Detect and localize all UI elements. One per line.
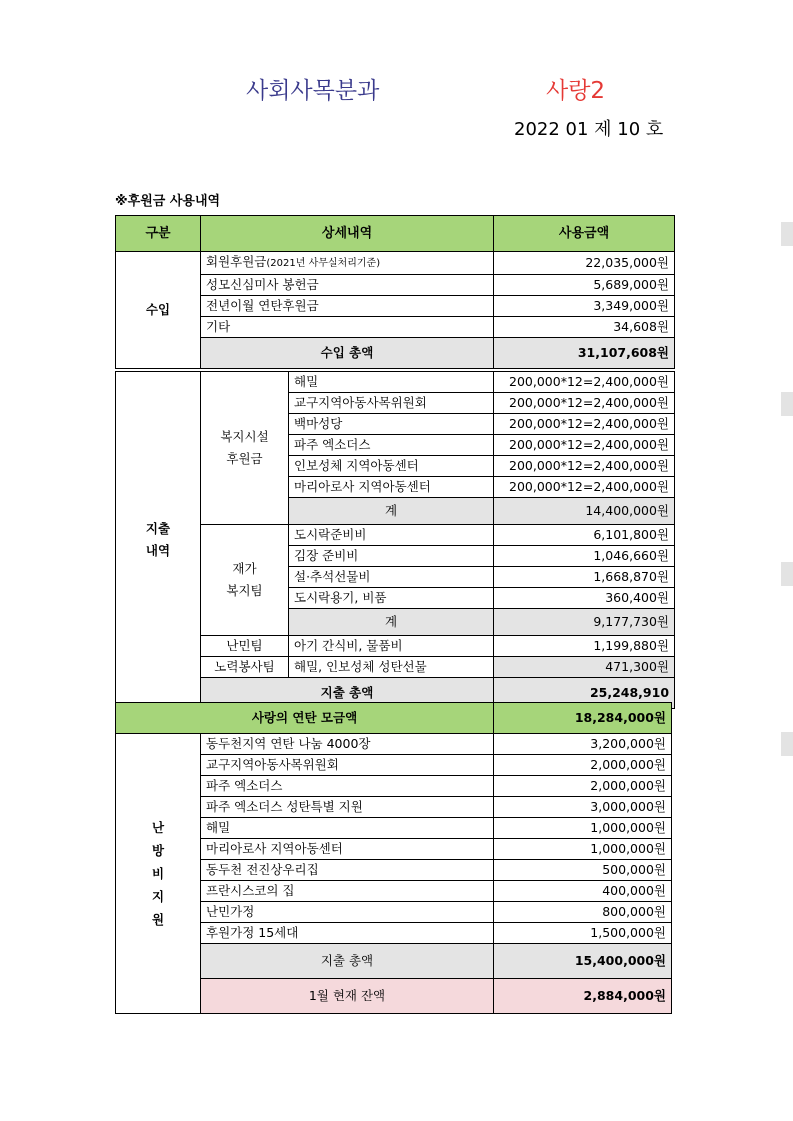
row-item: 후원가정 15세대 bbox=[201, 923, 494, 944]
row-amount: 1,199,880원 bbox=[494, 636, 675, 657]
row-item: 교구지역아동사목위원회 bbox=[201, 755, 494, 776]
row-amount: 2,000,000원 bbox=[494, 755, 672, 776]
row-amount: 1,668,870원 bbox=[494, 567, 675, 588]
row-amount: 471,300원 bbox=[494, 657, 675, 678]
fund-total-amount: 15,400,000원 bbox=[494, 944, 672, 979]
row-amount: 1,000,000원 bbox=[494, 818, 672, 839]
row-item: 전년이월 연탄후원금 bbox=[201, 296, 494, 317]
refugee-group: 난민팀 bbox=[201, 636, 289, 657]
row-amount: 22,035,000원 bbox=[494, 252, 675, 275]
table-header-row bbox=[116, 216, 675, 252]
row-amount: 5,689,000원 bbox=[494, 275, 675, 296]
heating-support-category: 난 방 비 지 원 bbox=[116, 734, 201, 1014]
row-amount: 360,400원 bbox=[494, 588, 675, 609]
row-amount: 800,000원 bbox=[494, 902, 672, 923]
row-item: 해밀 bbox=[201, 818, 494, 839]
row-amount: 1,046,660원 bbox=[494, 546, 675, 567]
row-item: 해밀 bbox=[289, 372, 494, 393]
briquette-fund-table bbox=[115, 702, 672, 1014]
row-amount: 1,000,000원 bbox=[494, 839, 672, 860]
row-item: 도시락용기, 비품 bbox=[289, 588, 494, 609]
row-amount: 500,000원 bbox=[494, 860, 672, 881]
balance-label: 1월 현재 잔액 bbox=[201, 979, 494, 1014]
row-amount: 400,000원 bbox=[494, 881, 672, 902]
row-item: 마리아로사 지역아동센터 bbox=[201, 839, 494, 860]
row-item: 난민가정 bbox=[201, 902, 494, 923]
row-amount: 200,000*12=2,400,000원 bbox=[494, 477, 675, 498]
row-item: 교구지역아동사목위원회 bbox=[289, 393, 494, 414]
row-amount: 200,000*12=2,400,000원 bbox=[494, 372, 675, 393]
margin-tab bbox=[781, 562, 793, 586]
margin-tab bbox=[781, 392, 793, 416]
row-item: 파주 엑소더스 성탄특별 지원 bbox=[201, 797, 494, 818]
row-item: 백마성당 bbox=[289, 414, 494, 435]
welfare-facility-group: 복지시설 후원금 bbox=[201, 372, 289, 525]
row-amount: 34,608원 bbox=[494, 317, 675, 338]
issue-number: 2022 01 제 10 호 bbox=[514, 119, 664, 140]
subtotal-amount: 14,400,000원 bbox=[494, 498, 675, 525]
row-item: 기타 bbox=[201, 317, 494, 338]
income-total-amount: 31,107,608원 bbox=[494, 338, 675, 369]
income-category: 수입 bbox=[116, 252, 201, 369]
column-header: 사용금액 bbox=[494, 216, 675, 252]
page-title: 사회사목분과 bbox=[246, 78, 380, 104]
row-amount: 3,000,000원 bbox=[494, 797, 672, 818]
row-item: 마리아로사 지역아동센터 bbox=[289, 477, 494, 498]
margin-tab bbox=[781, 732, 793, 756]
subtotal-label: 계 bbox=[289, 498, 494, 525]
expense-category: 지출 내역 bbox=[116, 372, 201, 709]
column-header: 구분 bbox=[116, 216, 201, 252]
expense-total-label: 지출 총액 bbox=[201, 678, 494, 709]
row-amount: 200,000*12=2,400,000원 bbox=[494, 393, 675, 414]
row-amount: 200,000*12=2,400,000원 bbox=[494, 414, 675, 435]
fund-header-amount: 18,284,000원 bbox=[494, 703, 672, 734]
subtotal-amount: 9,177,730원 bbox=[494, 609, 675, 636]
balance-amount: 2,884,000원 bbox=[494, 979, 672, 1014]
volunteer-group: 노력봉사팀 bbox=[201, 657, 289, 678]
row-item: 프란시스코의 집 bbox=[201, 881, 494, 902]
row-item: 동두천지역 연탄 나눔 4000장 bbox=[201, 734, 494, 755]
home-welfare-group: 재가 복지팀 bbox=[201, 525, 289, 636]
row-item: 해밀, 인보성체 성탄선물 bbox=[289, 657, 494, 678]
column-header: 상세내역 bbox=[201, 216, 494, 252]
row-amount: 2,000,000원 bbox=[494, 776, 672, 797]
row-item: 김장 준비비 bbox=[289, 546, 494, 567]
subtotal-label: 계 bbox=[289, 609, 494, 636]
fund-header-label: 사랑의 연탄 모금액 bbox=[116, 703, 494, 734]
row-item: 성모신심미사 봉헌금 bbox=[201, 275, 494, 296]
row-item: 인보성체 지역아동센터 bbox=[289, 456, 494, 477]
row-item: 회원후원금(2021년 사무실처리기준) bbox=[201, 252, 494, 275]
margin-tab bbox=[781, 222, 793, 246]
table-row bbox=[116, 252, 675, 275]
row-item: 도시락준비비 bbox=[289, 525, 494, 546]
fund-header-row bbox=[116, 703, 672, 734]
row-amount: 200,000*12=2,400,000원 bbox=[494, 435, 675, 456]
row-amount: 3,349,000원 bbox=[494, 296, 675, 317]
expense-total-amount: 25,248,910 bbox=[494, 678, 675, 709]
row-amount: 200,000*12=2,400,000원 bbox=[494, 456, 675, 477]
row-amount: 3,200,000원 bbox=[494, 734, 672, 755]
row-item: 아기 간식비, 물품비 bbox=[289, 636, 494, 657]
table-row bbox=[116, 372, 675, 393]
row-item: 파주 엑소더스 bbox=[289, 435, 494, 456]
donation-usage-table bbox=[115, 215, 675, 709]
row-amount: 1,500,000원 bbox=[494, 923, 672, 944]
section-title: ※후원금 사용내역 bbox=[115, 194, 221, 209]
row-amount: 6,101,800원 bbox=[494, 525, 675, 546]
table-row bbox=[116, 734, 672, 755]
row-item: 파주 엑소더스 bbox=[201, 776, 494, 797]
row-item: 설·추석선물비 bbox=[289, 567, 494, 588]
income-total-label: 수입 총액 bbox=[201, 338, 494, 369]
fund-total-label: 지출 총액 bbox=[201, 944, 494, 979]
row-item: 동두천 전진상우리집 bbox=[201, 860, 494, 881]
newsletter-name: 사랑2 bbox=[546, 78, 606, 104]
